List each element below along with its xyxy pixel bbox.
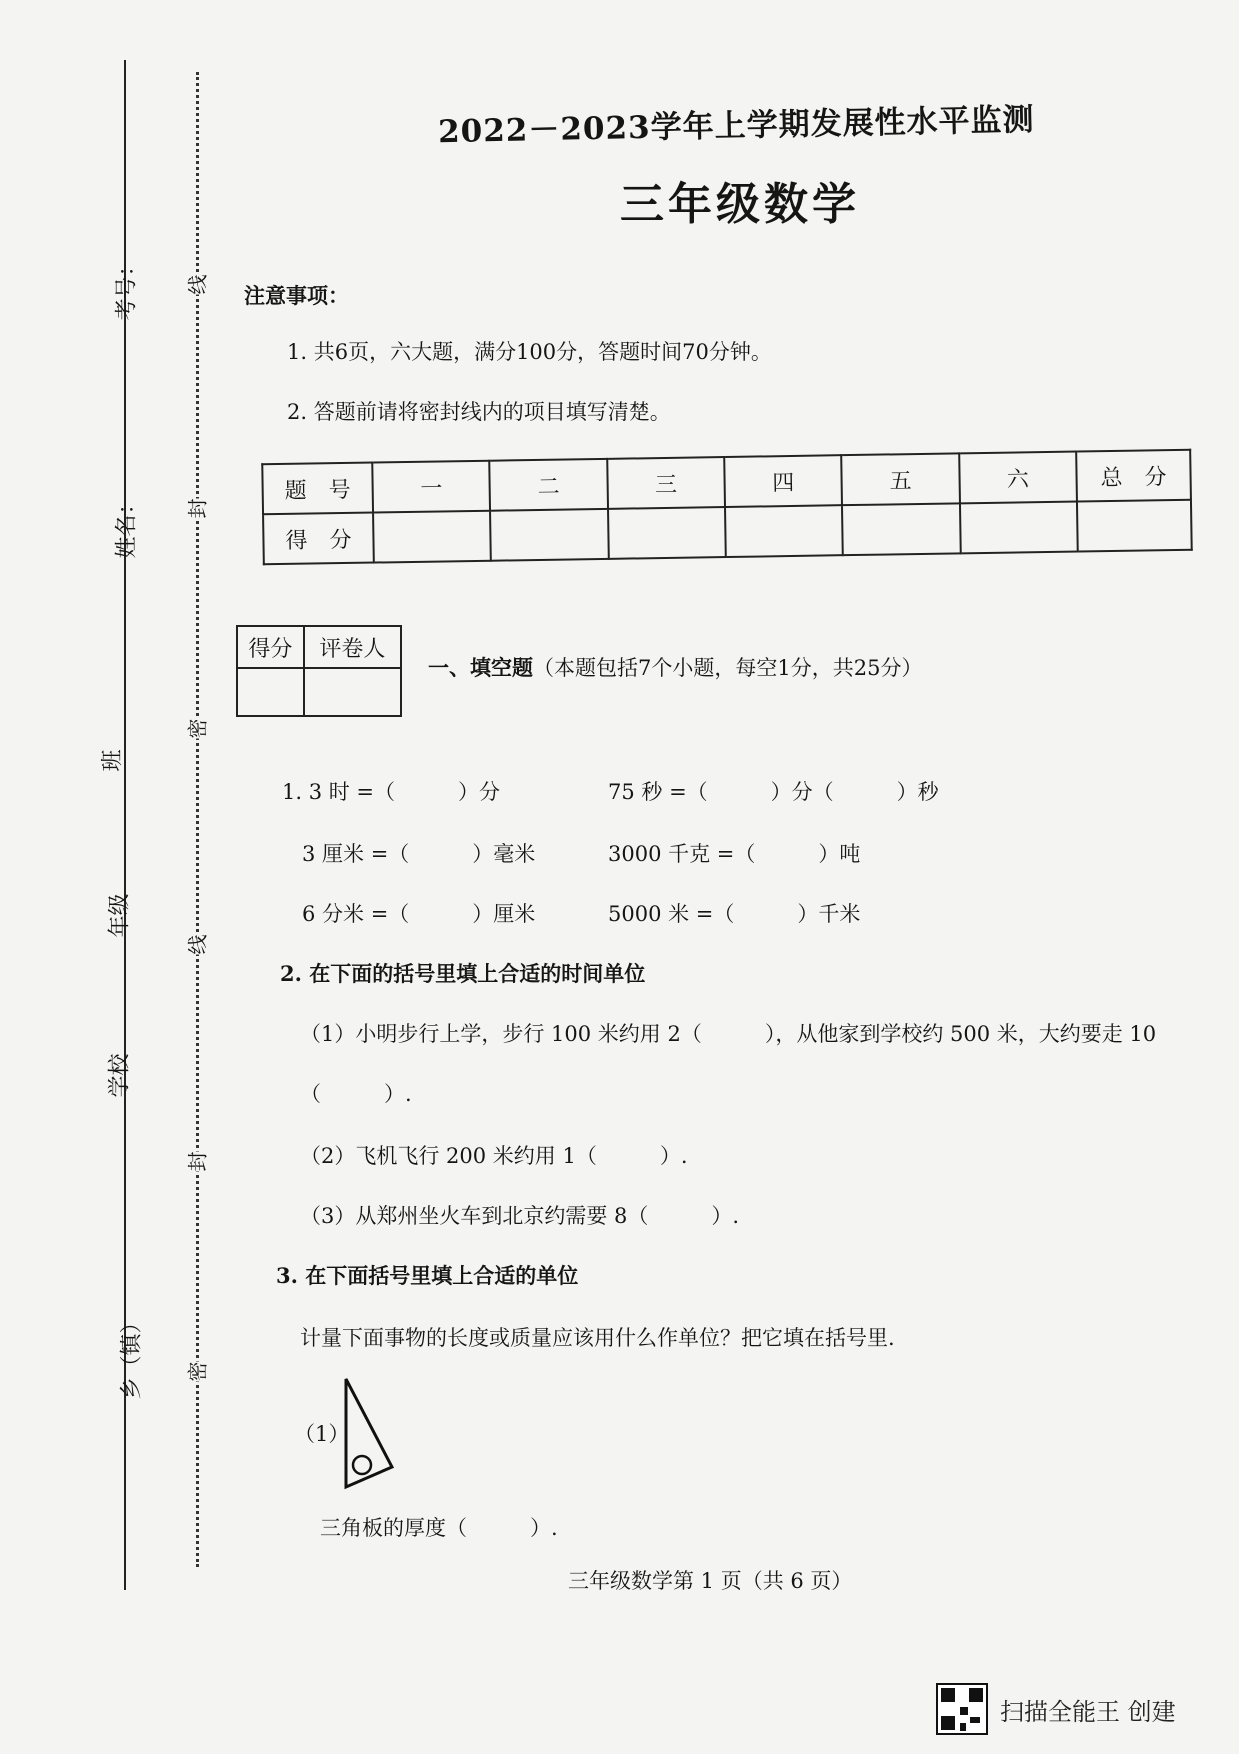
- q3-prompt: 计量下面事物的长度或质量应该用什么作单位？把它填在括号里.: [300, 1326, 895, 1350]
- score-table-header: 得 分: [263, 513, 374, 565]
- seal-char: 封: [180, 1152, 213, 1172]
- page-footer: 三年级数学第 1 页（共 6 页）: [568, 1569, 853, 1593]
- township-label: 乡（镇）: [119, 1311, 145, 1400]
- scanner-brand: 扫描全能王 创建: [1000, 1698, 1176, 1726]
- grader-name-header: 评卷人: [304, 626, 401, 668]
- q3-item-label: （1）: [294, 1422, 350, 1446]
- score-table-header: 总 分: [1076, 450, 1191, 502]
- exam-number-label: 考号：: [114, 254, 140, 321]
- seal-char: 线: [180, 935, 213, 955]
- q2-item: （2）飞机飞行 200 米约用 1（ ）.: [300, 1144, 688, 1168]
- q2-item: （1）小明步行上学，步行 100 米约用 2（ ），从他家到学校约 500 米，大约要走 10: [300, 1022, 1157, 1046]
- q1-item: 6 分米 =（ ）厘米: [302, 902, 536, 926]
- q1-item: 75 秒 =（ ）分（ ）秒: [608, 780, 939, 804]
- seal-char: 密: [180, 1362, 213, 1382]
- q1-item: 5000 米 =（ ）千米: [608, 902, 861, 926]
- notes-heading: 注意事项：: [244, 283, 349, 308]
- score-table-header: 四: [724, 455, 842, 507]
- score-table-header: 三: [607, 457, 725, 509]
- exam-title: 2022－2023学年上学期发展性水平监测: [437, 101, 1035, 151]
- score-table-header: 六: [959, 452, 1077, 504]
- section1-note: （本题包括7个小题，每空1分，共25分）: [533, 656, 923, 680]
- score-cell[interactable]: [608, 507, 726, 559]
- name-label: 姓名：: [114, 492, 140, 559]
- score-cell[interactable]: [725, 505, 843, 557]
- q2-title: 2. 在下面的括号里填上合适的时间单位: [280, 961, 646, 986]
- seal-char: 封: [180, 499, 213, 519]
- seal-char: 密: [180, 719, 213, 739]
- score-table-header: 二: [490, 459, 608, 511]
- score-cell[interactable]: [842, 503, 960, 555]
- school-label: 学校: [107, 1053, 133, 1098]
- qr-code-icon: [936, 1683, 988, 1735]
- subject-title: 三年级数学: [620, 179, 860, 230]
- seal-dotted-line: [196, 72, 199, 1567]
- q1-item: 3 厘米 =（ ）毫米: [302, 842, 536, 866]
- score-table-header: 五: [842, 453, 960, 505]
- grader-name-cell[interactable]: [304, 668, 401, 716]
- note-item: 1. 共6页，六大题，满分100分，答题时间70分钟。: [287, 340, 772, 364]
- score-cell[interactable]: [960, 502, 1078, 554]
- score-table-header: 一: [372, 461, 490, 513]
- grade-label: 年级: [107, 893, 133, 938]
- score-table: [261, 449, 1192, 566]
- score-cell[interactable]: [490, 509, 608, 561]
- q2-item: （ ）.: [300, 1082, 412, 1106]
- q1-item: 3000 千克 =（ ）吨: [608, 842, 861, 866]
- note-item: 2. 答题前请将密封线内的项目填写清楚。: [287, 400, 671, 424]
- score-cell[interactable]: [373, 511, 491, 563]
- section1-heading: [428, 652, 922, 682]
- grader-score-cell[interactable]: [237, 668, 304, 716]
- grader-score-header: 得分: [237, 626, 304, 668]
- score-table-header: 题 号: [262, 463, 373, 515]
- q2-item: （3）从郑州坐火车到北京约需要 8（ ）.: [300, 1204, 740, 1228]
- seal-char: 线: [180, 275, 213, 295]
- q3-title: 3. 在下面括号里填上合适的单位: [276, 1263, 579, 1288]
- score-cell[interactable]: [1077, 500, 1192, 552]
- set-square-icon: [338, 1375, 398, 1495]
- class-label: 班: [100, 749, 126, 772]
- grader-box: [236, 625, 402, 717]
- q1-item: 1. 3 时 =（ ）分: [282, 780, 501, 804]
- q3-answer-line: 三角板的厚度（ ）.: [320, 1516, 558, 1540]
- section1-title: 一、填空题: [428, 655, 533, 680]
